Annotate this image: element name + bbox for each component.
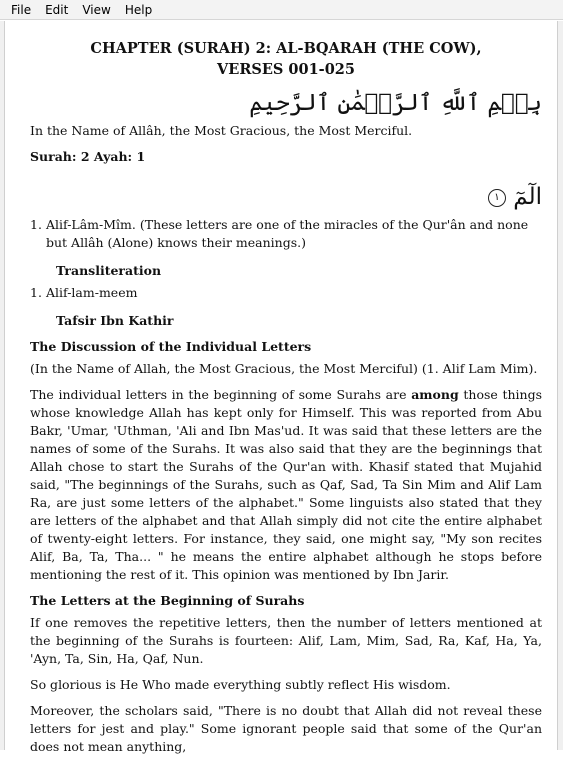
transliteration-number: 1. (30, 285, 42, 300)
chapter-title-line1: CHAPTER (SURAH) 2: AL-BQARAH (THE COW), (90, 40, 482, 57)
section2-paragraph3: Moreover, the scholars said, "There is no doubt that Allah did not reveal these letters for jest and play." Some ignorant people said that some of the Qur'an does not mean anything, (30, 703, 542, 754)
basmala-arabic: بِسۡمِ ٱللَّهِ ٱلرَّحۡمَٰنِ ٱلرَّحِيمِ (249, 90, 542, 116)
ayah-arabic-text: الٓمٓ (513, 184, 542, 210)
menu-edit[interactable]: Edit (45, 2, 69, 17)
section-heading-letters-beginning: The Letters at the Beginning of Surahs (30, 593, 305, 608)
chapter-title (30, 38, 542, 80)
transliteration (30, 284, 542, 302)
menu-bar (0, 0, 563, 20)
section1-text-a: The individual letters in the beginning of some Surahs are (30, 387, 412, 402)
ayah-translation-text: Alif-Lâm-Mîm. (These letters are one of the miracles of the Qur'ân and none but Allâh (Alone) knows their meanings.) (46, 217, 529, 250)
ayah-number: 1. (30, 217, 42, 232)
ayah-number-marker-icon: ١ (488, 189, 506, 207)
basmala-translation: In the Name of Allâh, the Most Gracious, the Most Merciful. (30, 123, 413, 138)
surah-ayah-label: Surah: 2 Ayah: 1 (30, 149, 146, 164)
section1-text-b: those things whose knowledge Allah has kept only for Himself. This was reported from Abu Bakr, 'Umar, 'Uthman, 'Ali and Ibn Mas'ud. It was said that these letters are the names of some of the Surahs. It was also said that they are the beginnings that Allah chose to start the Surahs of the Qur'an with. Khasif stated that Mujahid said, "The beginnings of the Surahs, such as Qaf, Sad, Ta Sin Mim and Alif Lam Ra, are just some letters of the alphabet." Some linguists also stated that they are letters of the alphabet and that Allah simply did not cite the entire alphabet of twenty-eight letters. For instance, they said, one might say, "My son recites Alif, Ba, Ta, Tha... " he means the entire alphabet although he stops before mentioning the rest of it. This opinion was mentioned by Ibn Jarir. (30, 387, 542, 582)
section1-text-bold: among (411, 387, 459, 402)
tafsir-heading: Tafsir Ibn Kathir (56, 313, 174, 328)
section1-intro: (In the Name of Allah, the Most Gracious, the Most Merciful) (1. Alif Lam Mim). (30, 361, 538, 376)
chapter-title-line2: VERSES 001-025 (217, 61, 355, 78)
transliteration-heading: Transliteration (56, 263, 162, 278)
section-heading-individual-letters: The Discussion of the Individual Letters (30, 339, 312, 354)
ayah-translation (30, 216, 542, 252)
document-content (30, 38, 542, 764)
section1-paragraph (30, 386, 542, 584)
window-frame-left (0, 21, 5, 750)
section2-paragraph2: So glorious is He Who made everything subtly reflect His wisdom. (30, 677, 451, 692)
window-frame-right (557, 21, 563, 750)
menu-help[interactable]: Help (124, 2, 153, 17)
ayah-arabic-line (30, 180, 542, 214)
menu-view[interactable]: View (82, 2, 111, 17)
section2-paragraph1: If one removes the repetitive letters, then the number of letters mentioned at the beginning of the Surahs is fourteen: Alif, Lam, Mim, Sad, Ra, Kaf, Ha, Ya, 'Ayn, Ta, Sin, Ha, Qaf, Nun. (30, 615, 542, 666)
menu-file[interactable]: File (11, 2, 32, 17)
transliteration-text: Alif-lam-meem (46, 285, 138, 300)
